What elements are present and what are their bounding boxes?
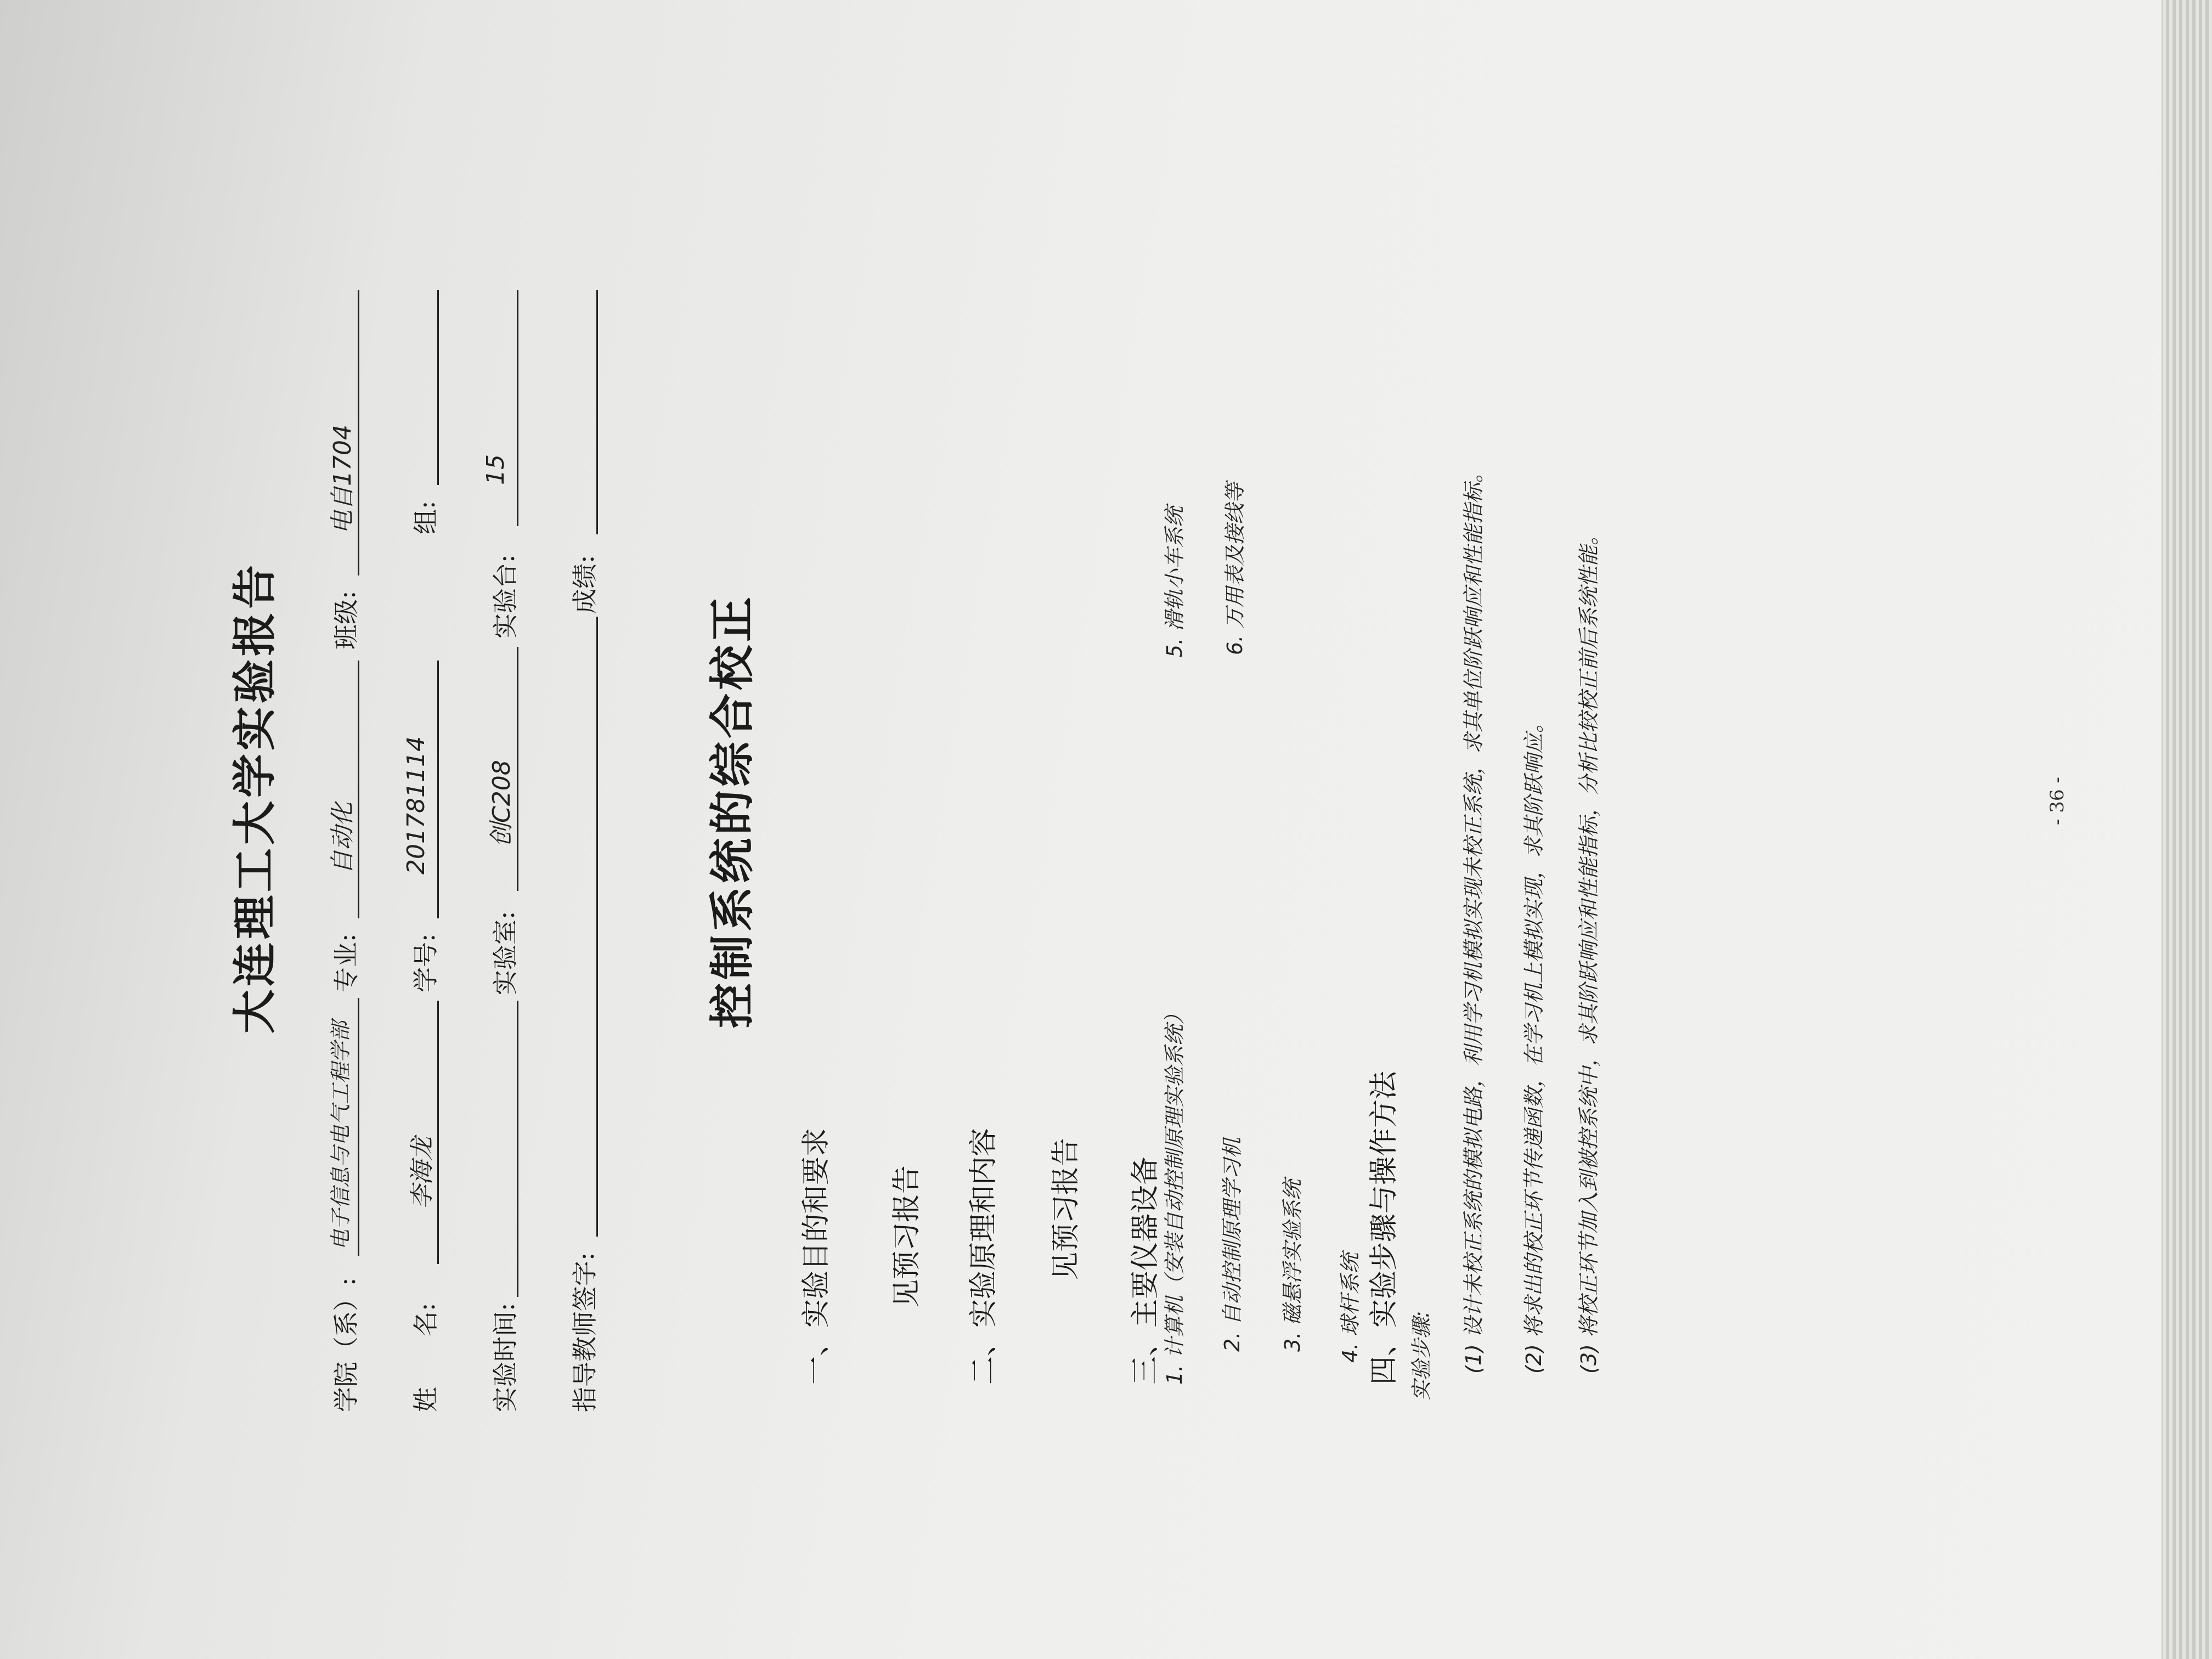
equipment-item: 4. 球杆系统	[1338, 1252, 1362, 1363]
class-label: 班级:	[331, 590, 361, 650]
section-1-heading: 一、实验目的和要求	[800, 1127, 833, 1385]
bench-underline	[517, 290, 518, 526]
equipment-item: 3. 磁悬浮实验系统	[1280, 1179, 1305, 1352]
college-label: 学院（系）:	[331, 1277, 361, 1412]
bench-value: 15	[482, 454, 510, 485]
group-label: 组:	[411, 500, 441, 534]
name-label: 姓 名:	[411, 1302, 441, 1412]
class-underline	[358, 290, 359, 575]
bench-label: 实验台:	[490, 554, 520, 639]
equipment-item: 2. 自动控制原理学习机	[1220, 1137, 1244, 1352]
major-underline	[358, 661, 359, 918]
section-3-heading: 三、主要仪器设备	[1129, 1156, 1162, 1385]
lab-value: 创C208	[488, 760, 516, 847]
teacher-label: 指导教师签字:	[570, 1252, 600, 1412]
steps-title: 实验步骤:	[1409, 1311, 1434, 1401]
lab-label: 实验室:	[490, 911, 520, 995]
group-underline	[437, 290, 439, 485]
college-underline	[358, 998, 359, 1256]
step-item: (2) 将求出的校正环节传递函数，在学习机上模拟实现，求其阶跃响应。	[1522, 712, 1546, 1374]
page-number: - 36 -	[2046, 777, 2068, 825]
name-value: 李海龙	[408, 1137, 436, 1209]
lab-underline	[517, 647, 518, 891]
student-id-label: 学号:	[411, 933, 441, 992]
grade-label: 成绩:	[570, 555, 600, 614]
section-2-heading: 二、实验原理和内容	[967, 1127, 1000, 1385]
major-label: 专业:	[331, 933, 361, 992]
equipment-item: 1. 计算机（安装自动控制原理实验系统）	[1163, 1003, 1187, 1385]
student-id-value: 201781114	[402, 736, 430, 874]
section-1-body: 见预习报告	[890, 1165, 923, 1308]
equipment-item: 5. 滑轨小车系统	[1163, 506, 1187, 658]
teacher-underline	[596, 617, 598, 1237]
time-underline	[517, 1001, 518, 1297]
report-subtitle: 控制系统的综合校正	[707, 593, 759, 1028]
step-item: (3) 将校正环节加入到被控系统中，求其阶跃响应和性能指标，分析比较校正前后系统性能。	[1577, 524, 1601, 1374]
report-title: 大连理工大学实验报告	[229, 562, 280, 1034]
step-item: (1) 设计未校正系统的模拟电路，利用学习机模拟实现未校正系统，求其单位阶跃响应和性能指标。	[1462, 462, 1486, 1374]
section-4-heading: 四、实验步骤与操作方法	[1368, 1070, 1401, 1385]
equipment-item: 6. 万用表及接线等	[1223, 482, 1247, 655]
time-label: 实验时间:	[490, 1302, 520, 1412]
section-2-body: 见预习报告	[1049, 1137, 1082, 1280]
report-page	[0, 13, 2140, 1659]
name-underline	[437, 1001, 439, 1264]
student-id-underline	[437, 661, 439, 918]
grade-underline	[596, 290, 598, 534]
class-value: 电自1704	[329, 425, 357, 534]
college-value: 电子信息与电气工程学部	[329, 1020, 353, 1250]
major-value: 自动化	[329, 802, 357, 874]
